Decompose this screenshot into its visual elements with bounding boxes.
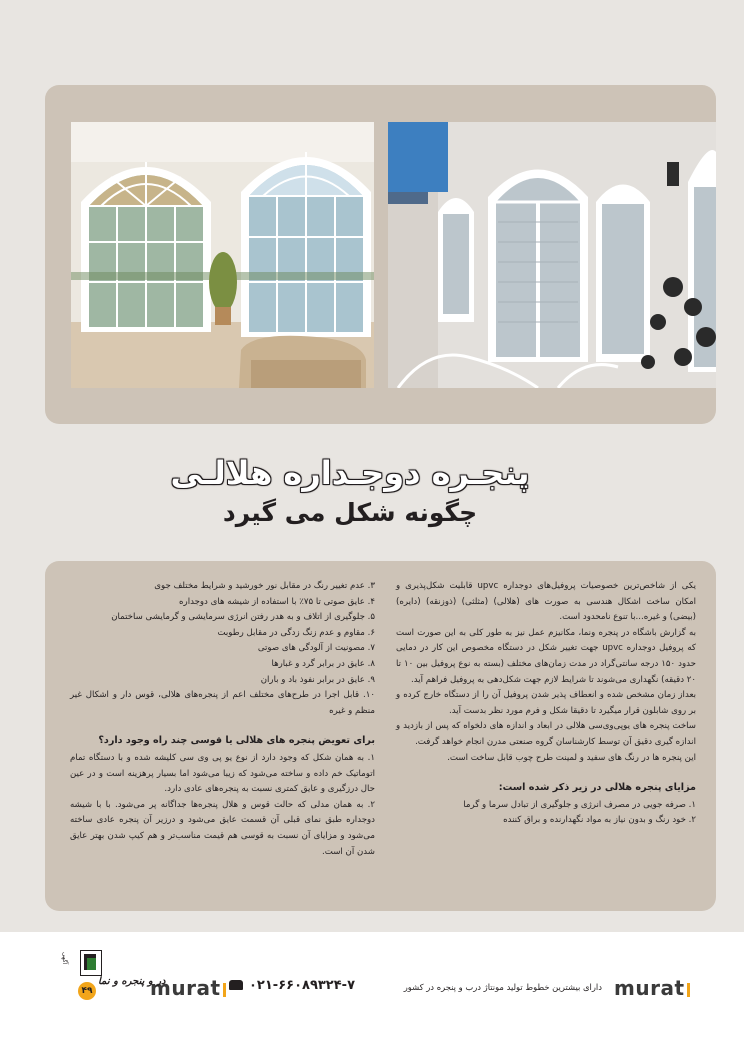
paragraph: بعداز زمان مشخص شده و انعطاف پذیر شدن پروفیل آن را از دستگاه خارج کرده و بر روی شابلون قرار میگیرد تا دقیقا شکل و فرم مورد نظر بدست آید. (396, 690, 696, 716)
brand-logo (614, 976, 690, 1000)
list-item: ۱. به همان شکل که وجود دارد از نوع یو پی وی سی کلیشه شده و با دستگاه تمام اتوماتیک خم داده و ساخته می‌شود که زیبا می‌شود اما بسیار پرهزینه است و در عین حال درزگیری و عایق کمتری نسبت به پنجره‌های عادی دارد. (70, 752, 375, 795)
brand-name: murat (614, 976, 685, 1000)
list-item: ۲. به همان مدلی که حالت قوس و هلال پنجره‌ها جداگانه پر می‌شود. با با شیشه دوجداره طبق نمای قبلی آن قسمت عایق می‌شود و درزیر آن پنجره عادی ساخته می‌شود و مزایای آن نسبت به قوسی هم قیمت مناسب‌تر و هم کیپ شدن بهتر عایق شدن آن است. (70, 799, 375, 857)
footer-slogan: دارای بیشترین خطوط تولید مونتاژ درب و پنجره در کشور (403, 982, 602, 992)
list-item: ۴. عایق صوتی تا ۷۵٪ با استفاده از شیشه های دوجداره (179, 596, 375, 607)
magazine-logo-icon (80, 950, 102, 976)
magazine-name: در و پنجره و نما (98, 976, 166, 987)
footer-phone (229, 978, 355, 993)
list-item: ۳. عدم تغییر رنگ در مقابل نور خورشید و شرایط مختلف جوی (154, 581, 375, 591)
paragraph: یکی از شاخص‌ترین خصوصیات پروفیل‌های دوجداره upvc قابلیت شکل‌پذیری و امکان ساخت اشکال هندسی به صورت های (هلالی) (مثلثی) (ذوزنقه) (دایره) (بیضی) و غیره...با تنوع نامحدود است. (396, 581, 697, 623)
right-column (396, 579, 696, 829)
page-subtitle: چگونه شکل می گیرد (222, 498, 478, 527)
page-title: پنجـره دوجـداره هلالـی (170, 454, 530, 492)
ad-tag: آگهی (61, 952, 68, 965)
list-item: ۱۰. قابل اجرا در طرح‌های مختلف اعم از پنجره‌های هلالی، قوس دار و اشکال غیر منظم و غیره (70, 690, 375, 716)
paragraph: به گزارش باشگاه در پنجره ونما، مکانیزم عمل نیز به طور کلی به این صورت است که پروفیل دوجداره upvc جهت تغییر شکل در دستگاه مخصوص این کار در دمایی حدود ۱۵۰ درجه سانتی‌گراد در مدت زمان‌های مختلف (بسته به نوع پروفیل بین ۱۰ تا ۲۰ دقیقه) نگهداری می‌شوند تا شرایط لازم جهت شکل‌دهی به پروفیل فراهم آید. (396, 627, 697, 685)
list-item: ۷. مصونیت از آلودگی های صوتی (257, 643, 375, 654)
list-item: ۲. خود رنگ و بدون نیاز به مواد نگهدارنده و براق کننده (503, 815, 696, 826)
phone-number: ۰۲۱-۶۶۰۸۹۳۲۴-۷ (249, 978, 356, 993)
brand-bar-icon (223, 983, 226, 997)
interior-photo (71, 122, 374, 388)
left-column (70, 579, 375, 860)
list-item: ۱. صرفه جویی در مصرف انرژی و جلوگیری از تبادل سرما و گرما (463, 799, 696, 810)
text-panel (45, 561, 716, 911)
brand-bar-icon (687, 983, 690, 997)
phone-icon (229, 980, 243, 990)
advantages-heading: مزایای پنجره هلالی در زیر ذکر شده است: (498, 782, 696, 794)
brand-name: murat (150, 976, 221, 1000)
title-block (100, 452, 600, 542)
exterior-photo (388, 122, 716, 388)
list-item: ۵. جلوگیری از اتلاف و به هدر رفتن انرژی سرمایشی و گرمایشی ساختمان (111, 612, 375, 623)
page-number: ۴۹ (78, 982, 96, 1000)
paragraph: این پنجره ها در رنگ های سفید و لمینت طرح چوب قابل ساخت است. (447, 752, 696, 763)
list-item: ۶. مقاوم و عدم زنگ زدگی در مقابل رطوبت (217, 627, 375, 638)
paragraph: ساخت پنجره های یوپی‌وی‌سی هلالی در ابعاد و اندازه های دلخواه که پس از بازدید و اندازه گیری دقیق آن توسط کارشناسان گروه صنعتی مدرن انجام خواهد گرفت. (396, 721, 696, 747)
list-item: ۸. عایق در برابر گرد و غبارها (271, 658, 375, 669)
list-item: ۹. عایق در برابر نفوذ باد و باران (260, 674, 375, 685)
replace-heading: برای تعویض پنجره های هلالی یا قوسی چند راه وجود دارد؟ (98, 735, 375, 747)
